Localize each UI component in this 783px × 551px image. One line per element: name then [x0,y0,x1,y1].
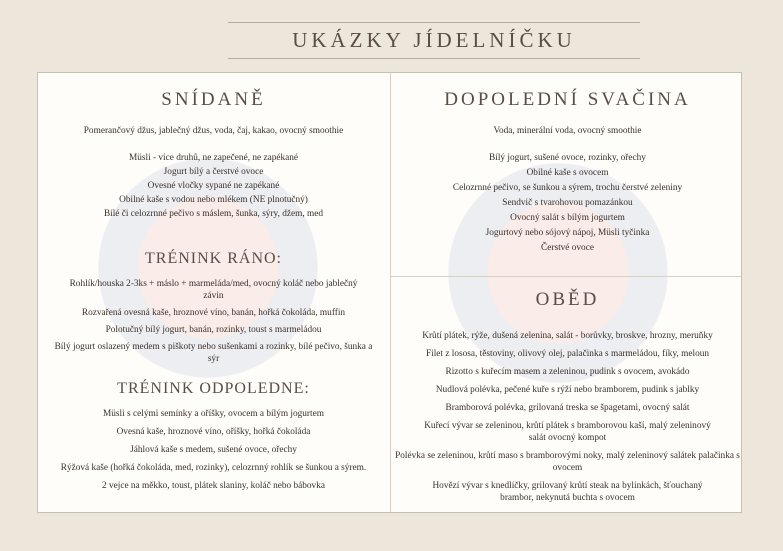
list-item: Hovězí vývar s knedlíčky, grilovaný krůtí steak na bylinkách, šťouchaný brambor, nekynutá buchta s ovocem [432,481,703,503]
list-item: Čerstvé ovoce [541,243,594,253]
breakfast-intro: Pomerančový džus, jablečný džus, voda, čaj, kakao, ovocný smoothie [83,126,344,136]
breakfast-list [38,152,389,225]
morning-snack-list [391,152,742,259]
list-item: Obilné kaše s vodou nebo mlékem (NE plnotučný) [119,195,308,205]
breakfast-title: SNÍDANĚ [161,89,266,110]
list-item: Ovesná kaše, hroznové víno, oříšky, hořká čokoláda [116,427,311,437]
list-item: Obilné kaše s ovocem [526,168,609,178]
list-item: Jáhlová kaše s medem, sušené ovoce, ořechy [130,445,297,455]
list-item: Jogurtový nebo sójový nápoj, Müsli tyčinka [485,228,650,238]
left-column [38,73,389,512]
list-item: Müsli - více druhů, ne zapečené, ne zapékané [128,153,299,163]
list-item: Müsli s celými semínky a oříšky, ovocem a bílým jogurtem [103,409,324,419]
morning-training-list [38,278,389,370]
morning-snack-title: DOPOLEDNÍ SVAČINA [444,89,691,110]
list-item: Nudlová polévka, pečené kuře s rýží nebo bramborem, pudink s jablky [435,385,700,395]
list-item: Bílé či celozrnné pečivo s máslem, šunka, sýry, džem, med [103,209,324,219]
header-bottom-rule [228,58,640,59]
afternoon-training-list [38,408,389,497]
morning-training-title: TRÉNINK RÁNO: [145,250,282,267]
right-column [390,73,742,512]
list-item: Sendvič s tvarohovou pomazánkou [502,198,633,208]
page-title: UKÁZKY JÍDELNÍČKU [292,28,576,52]
list-item: Polévka se zeleninou, krůtí maso s bramborovými noky, malý zeleninový salátek palačinka s ovocem [395,451,740,473]
list-item: Krůtí plátek, rýže, dušená zelenina, salát - borůvky, broskve, hrozny, meruňky [422,331,713,341]
lunch-list [391,330,742,509]
list-item: Rizotto s kuřecím masem a zeleninou, pudink s ovocem, avokádo [445,367,690,377]
list-item: Ovesné vločky sypané ne zapékané [147,181,280,191]
list-item: Bílý jogurt, sušené ovoce, rozinky, ořechy [489,153,646,163]
morning-snack-intro: Voda, minerální voda, ovocný smoothie [493,126,642,136]
list-item: Filet z lososa, těstoviny, olivový olej, palačinka s marmeládou, fíky, meloun [425,349,710,359]
afternoon-training-title: TRÉNINK ODPOLEDNE: [117,380,310,397]
section-divider [391,276,742,277]
breakfast-intro-list [38,125,389,142]
list-item: Kuřecí vývar se zeleninou, krůtí plátek s bramborovou kaší, malý zeleninový salát ovocný kompot [424,421,711,443]
list-item: Rýžová kaše (hořká čokoláda, med, rozinky), celozrnný rohlík se šunkou a sýrem. [60,463,367,473]
list-item: Bílý jogurt oslazený medem s piškoty nebo sušenkami a rozinky, bílé pečivo, šunka a sýr [54,342,373,364]
page-header [228,22,640,59]
lunch-title: OBĚD [535,289,600,310]
list-item: 2 vejce na měkko, toust, plátek slaniny, koláč nebo bábovka [102,481,325,491]
morning-snack-intro-list [391,125,742,142]
list-item: Rohlík/houska 2-3ks + máslo + marmeláda/med, ovocný koláč nebo jablečný závin [69,279,358,301]
list-item: Polotučný bílý jogurt, banán, rozinky, toust s marmeládou [105,325,322,335]
list-item: Ovocný salát s bílým jogurtem [510,213,625,223]
menu-card [37,72,742,513]
list-item: Jogurt bílý a čerstvé ovoce [163,167,264,177]
list-item: Bramborová polévka, grilovaná treska se špagetami, ovocný salát [445,403,690,413]
list-item: Rozvařená ovesná kaše, hroznové víno, banán, hořká čokoláda, muffin [81,308,346,318]
list-item: Celozrnné pečivo, se šunkou a sýrem, trochu čerstvé zeleniny [452,183,683,193]
